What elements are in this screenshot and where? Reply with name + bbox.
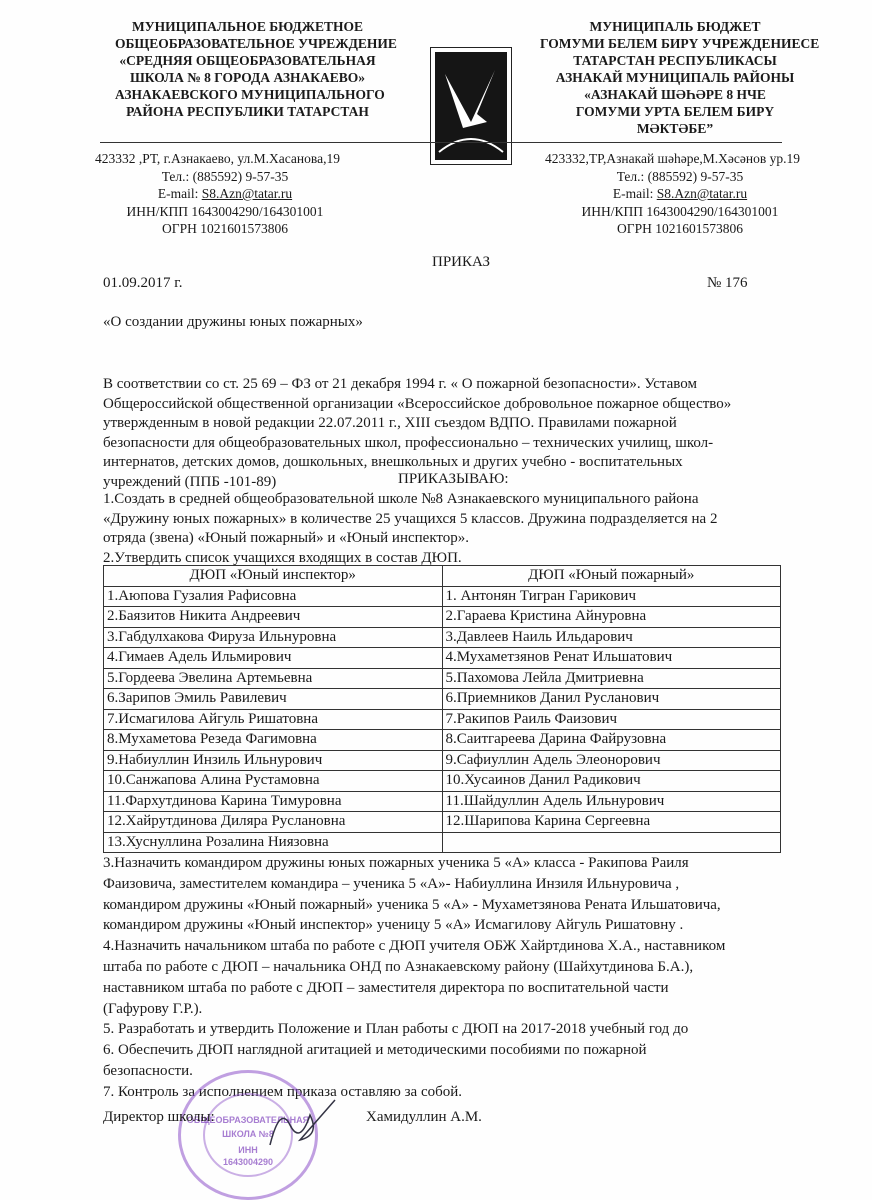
table-row [104,689,781,710]
table-row [104,791,781,812]
table-row [104,607,781,628]
header-line: «СРЕДНЯЯ ОБЩЕОБРАЗОВАТЕЛЬНАЯ [119,53,376,68]
text-line: командиром дружины «Юный пожарный» ученика 5 «А» - Мухаметзянова Рената Ильшатовича, [103,896,721,913]
header-left [115,18,397,120]
text-line: «Дружину юных пожарных» в количестве 25 учащихся 5 классов. Дружина подразделяется на 2 [103,510,718,527]
column-header: ДЮП «Юный инспектор» [104,566,443,587]
column-header: ДЮП «Юный пожарный» [442,566,781,587]
table-cell: 1. Антонян Тигран Гарикович [442,586,781,607]
table-cell: 2.Гараева Кристина Айнуровна [442,607,781,628]
header-divider [100,142,782,143]
table-cell: 8.Мухаметова Резеда Фагимовна [104,730,443,751]
email-link[interactable]: S8.Azn@tatar.ru [656,186,748,201]
address-email [545,185,815,203]
address-inn: ИНН/КПП 1643004290/164301001 [126,203,324,219]
table-row [104,709,781,730]
table-cell: 6.Зарипов Эмиль Равилевич [104,689,443,710]
text-line: командиром дружины «Юный инспектор» ученицу 5 «А» Исмагилову Айгуль Ришатовну . [103,917,684,934]
header-line: МӘКТӘБЕ” [636,121,714,136]
table-cell: 12.Шарипова Карина Сергеевна [442,812,781,833]
table-cell: 5.Пахомова Лейла Дмитриевна [442,668,781,689]
students-table [103,565,781,853]
table-cell: 13.Хуснуллина Розалина Ниязовна [104,832,443,853]
document-date: 01.09.2017 г. [103,275,183,291]
table-row [104,648,781,669]
text-line: безопасности для общеобразовательных школ, профессионально – технических училищ, школ- [103,434,714,451]
text-line: штаба по работе с ДЮП – начальника ОНД по Азнакаевскому району (Шайхутдинова Б.А.), [103,958,694,975]
table-cell: 9.Набиуллин Инзиль Ильнурович [104,750,443,771]
table-cell: 11.Шайдуллин Адель Ильнурович [442,791,781,812]
header-line: ГОМУМИ БЕЛЕМ БИРҮ УЧРЕЖДЕНИЕСЕ [540,36,820,51]
address-right [545,150,815,238]
stamp-text: ИНН [238,1145,258,1155]
table-row [104,730,781,751]
stamp-text: ШКОЛА №8 [222,1129,274,1139]
signature-name: Хамидуллин А.М. [366,1109,482,1125]
text-line: утвержденным в новой редакции 22.07.2011 г., XIII съездом ВДПО. Правилами пожарной [103,415,677,431]
header-line: АЗНАКАЙ МУНИЦИПАЛЬ РАЙОНЫ [555,70,795,85]
header-line: МУНИЦИПАЛЬ БЮДЖЕТ [589,19,761,34]
text-line: интернатов, детских домов, дошкольных, внешкольных и других учебно - воспитательных [103,454,683,470]
email-label: E-mail: [612,186,657,201]
table-cell: 5.Гордеева Эвелина Артемьевна [104,668,443,689]
table-row [104,832,781,853]
table-cell: 2.Баязитов Никита Андреевич [104,607,443,628]
table-cell: 8.Саитгареева Дарина Файрузовна [442,730,781,751]
header-line: «АЗНАКАЙ ШӘҺӘРЕ 8 НЧЕ [584,87,766,102]
address-left [95,150,355,238]
document-subject: «О создании дружины юных пожарных» [103,314,363,330]
text-line: 6. Обеспечить ДЮП наглядной агитацией и методическими пособиями по пожарной [103,1042,647,1059]
signature-mark [260,1095,340,1155]
table-row [104,812,781,833]
signature-title: Директор школы: [103,1109,215,1125]
header-line: ШКОЛА № 8 ГОРОДА АЗНАКАЕВО» [129,70,366,85]
text-line: 5. Разработать и утвердить Положение и План работы с ДЮП на 2017-2018 учебный год до [103,1021,689,1038]
header-line: РАЙОНА РЕСПУБЛИКИ ТАТАРСТАН [126,104,369,119]
text-line: отряда (звена) «Юный пожарный» и «Юный инспектор». [103,530,470,546]
address-street: 423332,ТР,Азнакай шәһәре,М.Хәсәнов ур.19 [545,151,801,166]
table-cell: 7.Ракипов Раиль Фаизович [442,709,781,730]
table-cell: 3.Давлеев Наиль Ильдарович [442,627,781,648]
table-row [104,668,781,689]
table-cell [442,832,781,853]
address-email [95,185,355,203]
address-ogrn: ОГРН 1021601573806 [162,221,288,236]
text-line: 3.Назначить командиром дружины юных пожарных ученика 5 «А» класса - Ракипова Раиля [103,855,689,871]
table-cell: 9.Сафиуллин Адель Элеонорович [442,750,781,771]
text-line: В соответствии со ст. 25 69 – ФЗ от 21 декабря 1994 г. « О пожарной безопасности». Уставом [103,376,697,392]
text-line: 2.Утвердить список учащихся входящих в состав ДЮП. [103,549,462,566]
table-cell: 4.Гимаев Адель Ильмирович [104,648,443,669]
header-line: ГОМУМИ УРТА БЕЛЕМ БИРҮ [575,104,775,119]
items-3-7 [103,853,725,1103]
address-ogrn: ОГРН 1021601573806 [617,221,743,236]
table-row [104,586,781,607]
table-row [104,750,781,771]
table-cell: 10.Хусаинов Данил Радикович [442,771,781,792]
text-line: Фаизовича, заместителем командира – ученика 5 «А»- Набиуллина Инзиля Ильнуровича , [103,875,680,892]
order-word: ПРИКАЗЫВАЮ: [398,471,509,487]
items-1-2 [103,490,717,568]
table-row [104,771,781,792]
address-phone: Тел.: (885592) 9-57-35 [616,168,744,184]
email-link[interactable]: S8.Azn@tatar.ru [201,186,293,201]
bird-icon [435,52,507,160]
stamp-text: ОБЩЕОБРАЗОВАТЕЛЬНАЯ [186,1115,310,1125]
address-street: 423332 ,РТ, г.Азнакаево, ул.М.Хасанова,19 [95,151,340,166]
text-line: 7. Контроль за исполнением приказа оставляю за собой. [103,1083,463,1100]
address-inn: ИНН/КПП 1643004290/164301001 [581,203,779,219]
text-line: безопасности. [103,1062,193,1079]
text-line: 4.Назначить начальником штаба по работе с ДЮП учителя ОБЖ Хайртдинова Х.А., наставником [103,938,726,955]
table-cell: 10.Санжапова Алина Рустамовна [104,771,443,792]
table-cell: 11.Фархутдинова Карина Тимуровна [104,791,443,812]
table-cell: 12.Хайрутдинова Диляра Руслановна [104,812,443,833]
header-line: ОБЩЕОБРАЗОВАТЕЛЬНОЕ УЧРЕЖДЕНИЕ [115,36,397,51]
text-line: учреждений (ППБ -101-89) [103,473,277,490]
table-cell: 1.Аюпова Гузалия Рафисовна [104,586,443,607]
header-right [540,18,820,137]
table-cell: 6.Приемников Данил Русланович [442,689,781,710]
header-line: АЗНАКАЕВСКОГО МУНИЦИПАЛЬНОГО [115,87,385,102]
text-line: (Гафурову Г.Р.). [103,1000,203,1017]
text-line: наставником штаба по работе с ДЮП – заместителя директора по воспитательной части [103,979,669,996]
document-number: № 176 [707,275,748,291]
stamp-text: 1643004290 [222,1157,274,1167]
header-line: ТАТАРСТАН РЕСПУБЛИКАСЫ [573,53,777,68]
email-label: E-mail: [157,186,202,201]
school-logo [430,47,512,165]
header-line: МУНИЦИПАЛЬНОЕ БЮДЖЕТНОЕ [131,19,364,34]
text-line: 1.Создать в средней общеобразовательной школе №8 Азнакаевского муниципального района [103,491,699,507]
table-row [104,627,781,648]
table-cell: 4.Мухаметзянов Ренат Ильшатович [442,648,781,669]
table-cell: 7.Исмагилова Айгуль Ришатовна [104,709,443,730]
address-phone: Тел.: (885592) 9-57-35 [161,168,289,184]
document-title: ПРИКАЗ [432,254,490,270]
table-cell: 3.Габдулхакова Фируза Ильнуровна [104,627,443,648]
text-line: Общероссийской общественной организации «Всероссийское добровольное пожарное общество» [103,395,732,412]
